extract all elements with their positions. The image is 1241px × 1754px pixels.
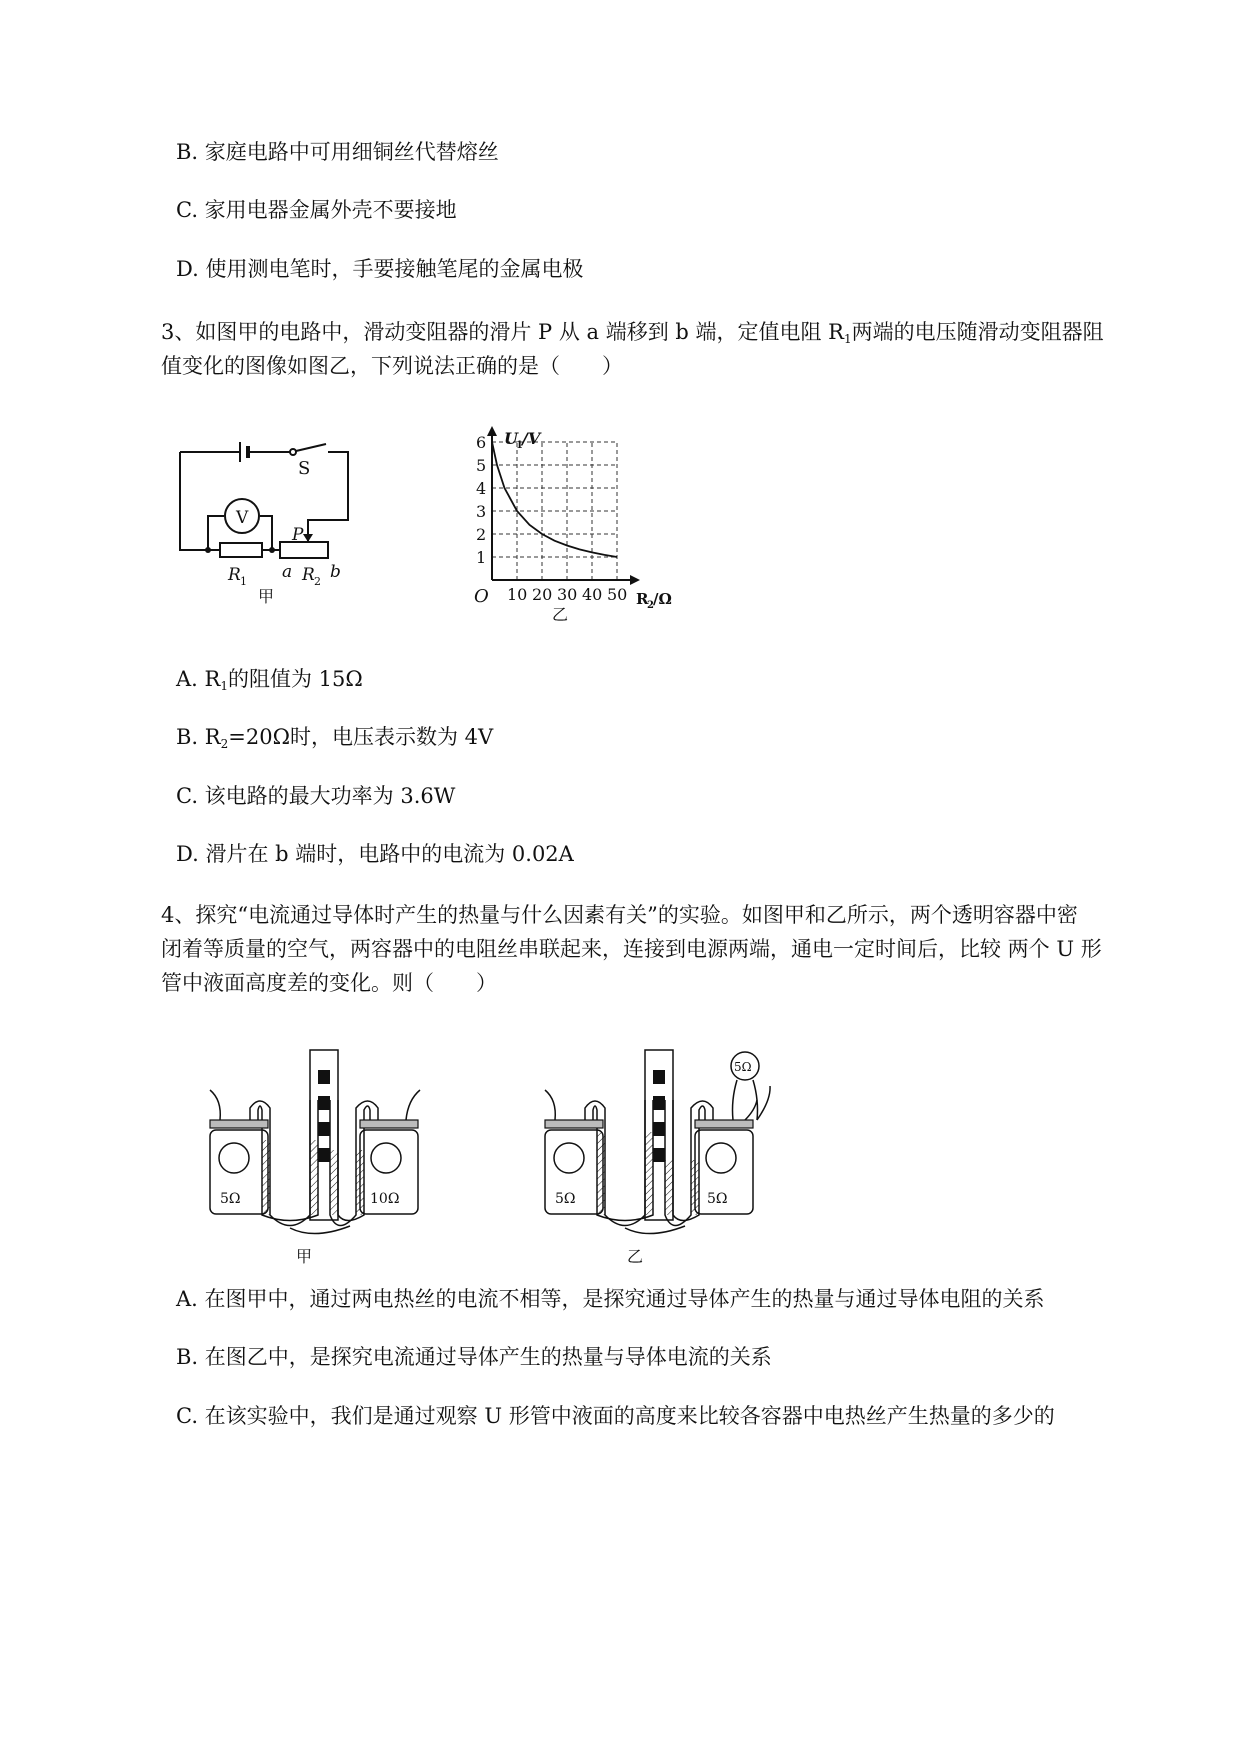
q3-stem-sub: 1	[844, 332, 852, 346]
q4-apparatus-jia	[210, 1040, 470, 1270]
liquid-column	[665, 1160, 673, 1215]
q4-stem-line2: 闭着等质量的空气，两容器中的电阻丝串联起来，连接到电源两端，通电一定时间后，比较 两个 U 形	[161, 937, 1102, 961]
chart-ticks	[476, 433, 627, 604]
switch-blade	[296, 444, 326, 451]
q4-stem-line3: 管中液面高度差的变化。则（ ）	[161, 971, 497, 995]
liquid-column	[330, 1150, 338, 1215]
x-axis-arrow-icon	[630, 575, 640, 585]
switch-label: S	[298, 458, 311, 479]
scale-mark	[318, 1070, 330, 1084]
q3-option-a	[176, 665, 363, 700]
q3-stem-line1	[161, 318, 1104, 353]
y-tick-label: 5	[476, 456, 487, 475]
y-axis-arrow-icon	[487, 426, 497, 436]
liquid-column	[645, 1132, 653, 1215]
q3-stem-text-b: 两端的电压随滑动变阻器阻	[851, 320, 1104, 344]
figure-jia-caption: 甲	[296, 1247, 313, 1266]
x-tick-label: 50	[607, 585, 628, 604]
origin-label: O	[474, 586, 489, 607]
x-axis-label: R	[636, 590, 649, 608]
y-tick-label: 1	[476, 548, 487, 567]
right-resistor-label: 10Ω	[370, 1191, 400, 1207]
q3-stem-text-a: 3、如图甲的电路中，滑动变阻器的滑片 P 从 a 端移到 b 端，定值电阻 R	[161, 320, 844, 344]
switch-pivot	[290, 449, 296, 455]
y-axis-unit: /V	[522, 429, 541, 448]
chart-grid	[492, 442, 617, 580]
q3-option-a-pre: A. R	[176, 667, 221, 691]
scale-mark	[653, 1096, 665, 1110]
scale-mark	[318, 1148, 330, 1162]
q3-option-d: D. 滑片在 b 端时，电路中的电流为 0.02A	[176, 842, 574, 866]
left-resistor-label: 5Ω	[220, 1191, 241, 1207]
a-label: a	[282, 562, 293, 582]
scale-mark	[653, 1122, 665, 1136]
right-heating-coil	[371, 1143, 401, 1173]
liquid-column	[310, 1140, 318, 1215]
y-axis-label: U	[504, 429, 518, 448]
figure-jia-caption: 甲	[258, 587, 275, 606]
q4-option-c: C. 在该实验中，我们是通过观察 U 形管中液面的高度来比较各容器中电热丝产生热量的多少的	[176, 1404, 1055, 1428]
q3-voltage-chart	[470, 420, 710, 700]
x-tick-label: 10	[507, 585, 528, 604]
q3-option-c: C. 该电路的最大功率为 3.6W	[176, 784, 456, 808]
liquid-column	[262, 1140, 270, 1215]
left-u-tube	[585, 1100, 645, 1226]
left-resistor-label: 5Ω	[555, 1191, 576, 1207]
y-axis-label-sub: 1	[516, 440, 523, 451]
junction-dot	[205, 547, 211, 553]
q3-option-b-pre: B. R	[176, 725, 221, 749]
liquid-column	[597, 1132, 605, 1215]
y-tick-label: 6	[476, 433, 487, 452]
q3-option-b	[176, 723, 493, 758]
right-lid	[360, 1120, 418, 1128]
liquid-column	[691, 1160, 699, 1215]
r2-resistor	[280, 542, 328, 558]
y-tick-label: 4	[476, 479, 487, 498]
left-u-tube	[250, 1100, 310, 1226]
q4-apparatus-yi	[545, 1040, 825, 1270]
b-label: b	[330, 562, 341, 582]
right-lid	[695, 1120, 753, 1128]
q2-option-c: C. 家用电器金属外壳不要接地	[176, 198, 457, 222]
q3-circuit-diagram	[170, 430, 410, 670]
q3-option-a-post: 的阻值为 15Ω	[227, 667, 363, 691]
q4-option-b: B. 在图乙中，是探究电流通过导体产生的热量与导体电流的关系	[176, 1345, 772, 1369]
r1-resistor	[220, 543, 262, 557]
left-lid	[210, 1120, 268, 1128]
series-curve	[492, 442, 617, 557]
r1-sub: 1	[240, 575, 247, 588]
q2-option-b: B. 家庭电路中可用细铜丝代替熔丝	[176, 140, 499, 164]
voltmeter-label: V	[236, 508, 249, 528]
left-heating-coil	[554, 1143, 584, 1173]
x-tick-label: 20	[532, 585, 553, 604]
q3-option-b-sub: 2	[220, 737, 229, 751]
scale-mark	[653, 1070, 665, 1084]
r2-label: R	[302, 565, 315, 585]
x-axis-unit: /Ω	[653, 590, 672, 608]
y-tick-label: 2	[476, 525, 487, 544]
right-heating-coil	[706, 1143, 736, 1173]
q4-option-a: A. 在图甲中，通过两电热丝的电流不相等，是探究通过导体产生的热量与通过导体电阻的关系	[176, 1287, 1045, 1311]
slider-arrow-icon	[303, 534, 313, 542]
q2-option-d: D. 使用测电笔时，手要接触笔尾的金属电极	[176, 257, 584, 281]
q3-option-b-post: =20Ω时，电压表示数为 4V	[228, 725, 494, 749]
scale-mark	[653, 1148, 665, 1162]
scale-mark	[318, 1096, 330, 1110]
figure-yi-caption: 乙	[627, 1247, 644, 1266]
left-lid	[545, 1120, 603, 1128]
junction-dot	[269, 547, 275, 553]
q4-stem-line1: 4、探究“电流通过导体时产生的热量与什么因素有关”的实验。如图甲和乙所示，两个透明容器中密	[161, 903, 1078, 927]
x-tick-label: 30	[557, 585, 578, 604]
liquid-column	[356, 1150, 364, 1215]
left-heating-coil	[219, 1143, 249, 1173]
x-axis-label-sub: 2	[647, 600, 654, 611]
external-resistor-label: 5Ω	[734, 1060, 752, 1074]
scale-mark	[318, 1122, 330, 1136]
r2-sub: 2	[314, 575, 321, 588]
x-tick-label: 40	[582, 585, 603, 604]
slider-label: P	[292, 525, 304, 545]
q3-stem-line2: 值变化的图像如图乙，下列说法正确的是（ ）	[161, 354, 623, 378]
right-resistor-label: 5Ω	[707, 1191, 728, 1207]
q3-option-a-sub: 1	[220, 679, 228, 693]
figure-yi-caption: 乙	[552, 605, 569, 624]
y-tick-label: 3	[476, 502, 487, 521]
r1-label: R	[228, 565, 241, 585]
